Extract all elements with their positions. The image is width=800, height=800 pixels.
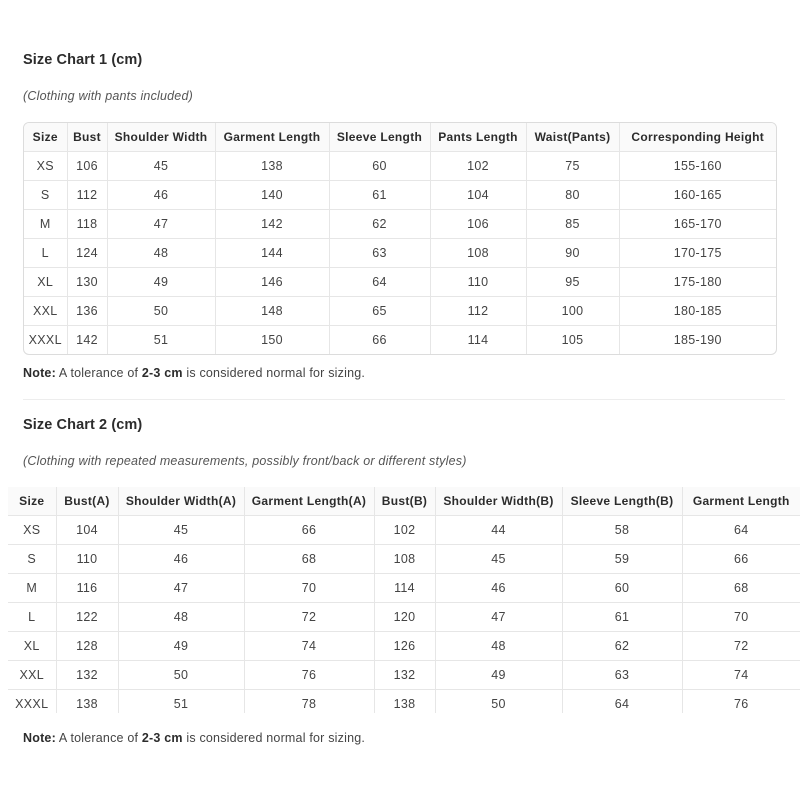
chart2-cell: 62 [562,632,682,661]
chart2-cell: XXXL [8,690,56,714]
chart2-cell: 76 [682,690,800,714]
chart1-cell: 106 [430,210,526,239]
chart1-cell: 66 [329,326,430,355]
chart2-note-text-after: is considered normal for sizing. [182,731,366,745]
chart1-header-cell: Garment Length [215,123,329,152]
chart1-cell: 46 [107,181,215,210]
chart2-body [8,516,800,714]
chart1-header-cell: Sleeve Length [329,123,430,152]
chart1-cell: XL [24,268,67,297]
chart1-header-cell: Bust [67,123,107,152]
chart1-cell: 130 [67,268,107,297]
section-divider [23,399,785,400]
chart2-note-highlight: 2-3 cm [141,731,183,745]
chart1-header-cell: Corresponding Height [619,123,776,152]
chart1-cell: 104 [430,181,526,210]
table-row [8,690,800,714]
chart2-header-cell: Garment Length [682,487,800,516]
table-row [24,152,776,181]
chart1-cell: 80 [526,181,619,210]
chart2-cell: 74 [682,661,800,690]
chart2-table-container[interactable] [8,487,800,713]
chart1-cell: 112 [430,297,526,326]
chart1-cell: 140 [215,181,329,210]
chart1-cell: 148 [215,297,329,326]
chart1-header-row [24,123,776,152]
chart2-cell: 45 [118,516,244,545]
chart1-cell: 60 [329,152,430,181]
chart1-note-text-after: is considered normal for sizing. [182,366,366,380]
chart1-cell: 165-170 [619,210,776,239]
chart1-body [24,152,776,355]
chart1-cell: 105 [526,326,619,355]
chart1-cell: 170-175 [619,239,776,268]
table-row [24,210,776,239]
chart2-table [8,487,800,713]
chart2-cell: XXL [8,661,56,690]
chart2-cell: 66 [682,545,800,574]
chart1-cell: 185-190 [673,333,722,347]
chart2-cell: 44 [435,516,562,545]
chart2-cell: 61 [562,603,682,632]
chart1-cell: 102 [430,152,526,181]
chart2-cell: 70 [244,574,374,603]
chart1-cell: 47 [107,210,215,239]
chart2-cell: 47 [118,574,244,603]
chart2-cell: 64 [562,690,682,714]
chart1-cell: 114 [430,326,526,355]
chart1-cell: 155-160 [619,152,776,181]
chart1-note-text-before: A tolerance of [55,366,142,380]
chart2-cell: 104 [56,516,118,545]
chart2-cell: 72 [682,632,800,661]
chart2-cell: 76 [244,661,374,690]
chart1-cell: 50 [107,297,215,326]
chart1-cell: 85 [526,210,619,239]
chart2-cell: S [8,545,56,574]
chart2-cell: 50 [435,690,562,714]
chart1-cell: 75 [526,152,619,181]
chart1-cell: 63 [329,239,430,268]
chart2-note-text-before: A tolerance of [55,731,142,745]
table-row [24,297,776,326]
chart2-header-cell: Garment Length(A) [244,487,374,516]
chart2-cell: 132 [56,661,118,690]
table-row [8,574,800,603]
chart2-header-cell: Bust(A) [56,487,118,516]
chart2-cell: 102 [374,516,435,545]
chart2-cell: XS [8,516,56,545]
chart2-cell: 114 [374,574,435,603]
chart2-header-cell: Size [8,487,56,516]
table-row [8,632,800,661]
chart1-cell: 110 [430,268,526,297]
chart2-cell: 116 [56,574,118,603]
chart2-cell: 47 [435,603,562,632]
chart1-cell: 65 [329,297,430,326]
table-row [24,239,776,268]
chart2-cell: 122 [56,603,118,632]
chart1-cell: 100 [526,297,619,326]
chart1-title: Size Chart 1 (cm) [23,52,143,68]
chart2-cell: 74 [244,632,374,661]
chart2-cell: 60 [562,574,682,603]
chart1-cell: 90 [526,239,619,268]
table-row [8,545,800,574]
chart1-cell: 108 [430,239,526,268]
table-row [8,661,800,690]
chart2-cell: 108 [374,545,435,574]
chart1-note-label: Note: [23,366,56,380]
chart2-header-cell: Sleeve Length(B) [562,487,682,516]
chart2-cell: 46 [435,574,562,603]
chart2-cell: 49 [435,661,562,690]
chart1-cell: 138 [215,152,329,181]
chart2-header-cell: Bust(B) [374,487,435,516]
chart2-cell: 51 [118,690,244,714]
chart2-cell: XL [8,632,56,661]
chart1-note-highlight: 2-3 cm [141,366,183,380]
table-row [24,268,776,297]
chart2-cell: 120 [374,603,435,632]
chart1-cell: 64 [329,268,430,297]
chart1-cell: 95 [526,268,619,297]
chart1-cell: XXXL [24,326,67,355]
chart1-cell: 45 [107,152,215,181]
chart1-cell: XXL [24,297,67,326]
chart2-cell: 110 [56,545,118,574]
chart2-cell: 66 [244,516,374,545]
chart1-cell: 142 [67,326,107,355]
chart1-cell: 144 [215,239,329,268]
chart1-cell: 124 [67,239,107,268]
chart2-cell: 138 [374,690,435,714]
chart2-cell: 70 [682,603,800,632]
chart1-subtitle: (Clothing with pants included) [23,89,193,103]
chart2-cell: 68 [682,574,800,603]
chart1-cell: 175-180 [619,268,776,297]
chart2-cell: 138 [56,690,118,714]
chart2-note [23,731,365,745]
chart2-title: Size Chart 2 (cm) [23,417,143,433]
chart2-header-cell: Shoulder Width(B) [435,487,562,516]
chart1-cell: S [24,181,67,210]
chart1-header-cell: Waist(Pants) [526,123,619,152]
chart2-header-row [8,487,800,516]
chart2-cell: 45 [435,545,562,574]
chart2-cell: 64 [682,516,800,545]
chart2-cell: 68 [244,545,374,574]
chart1-cell: 112 [67,181,107,210]
chart1-cell: 142 [215,210,329,239]
chart2-note-label: Note: [23,731,56,745]
chart1-table [24,123,776,354]
chart2-cell: 58 [562,516,682,545]
chart2-subtitle: (Clothing with repeated measurements, possibly front/back or different styles) [23,454,467,468]
chart2-cell: 48 [435,632,562,661]
chart2-cell: 49 [118,632,244,661]
chart1-cell: 146 [215,268,329,297]
chart2-cell: 132 [374,661,435,690]
chart1-cell: 106 [67,152,107,181]
table-row [8,603,800,632]
chart1-table-container [23,122,777,355]
chart1-cell: 62 [329,210,430,239]
chart2-cell: M [8,574,56,603]
chart1-cell: 150 [215,326,329,355]
chart1-header-cell: Shoulder Width [107,123,215,152]
chart1-cell: 51 [107,326,215,355]
chart1-cell: XS [24,152,67,181]
chart1-cell: 136 [67,297,107,326]
chart2-cell: 63 [562,661,682,690]
chart1-note [23,366,365,380]
chart2-cell: 78 [244,690,374,714]
chart1-cell: 49 [107,268,215,297]
table-row [24,181,776,210]
chart1-cell: 160-165 [619,181,776,210]
chart2-cell: 72 [244,603,374,632]
chart2-cell: 48 [118,603,244,632]
chart1-cell: L [24,239,67,268]
chart2-cell: 59 [562,545,682,574]
chart2-cell: 126 [374,632,435,661]
chart1-header-cell: Size [24,123,67,152]
chart1-header-cell: Pants Length [430,123,526,152]
chart1-cell: 48 [107,239,215,268]
table-row [8,516,800,545]
chart1-cell: M [24,210,67,239]
chart1-cell: 118 [67,210,107,239]
chart2-header-cell: Shoulder Width(A) [118,487,244,516]
table-row [24,326,776,355]
chart1-cell: 61 [329,181,430,210]
chart2-cell: 50 [118,661,244,690]
chart2-cell: 46 [118,545,244,574]
chart2-cell: 128 [56,632,118,661]
chart1-cell: 180-185 [619,297,776,326]
chart2-cell: L [8,603,56,632]
